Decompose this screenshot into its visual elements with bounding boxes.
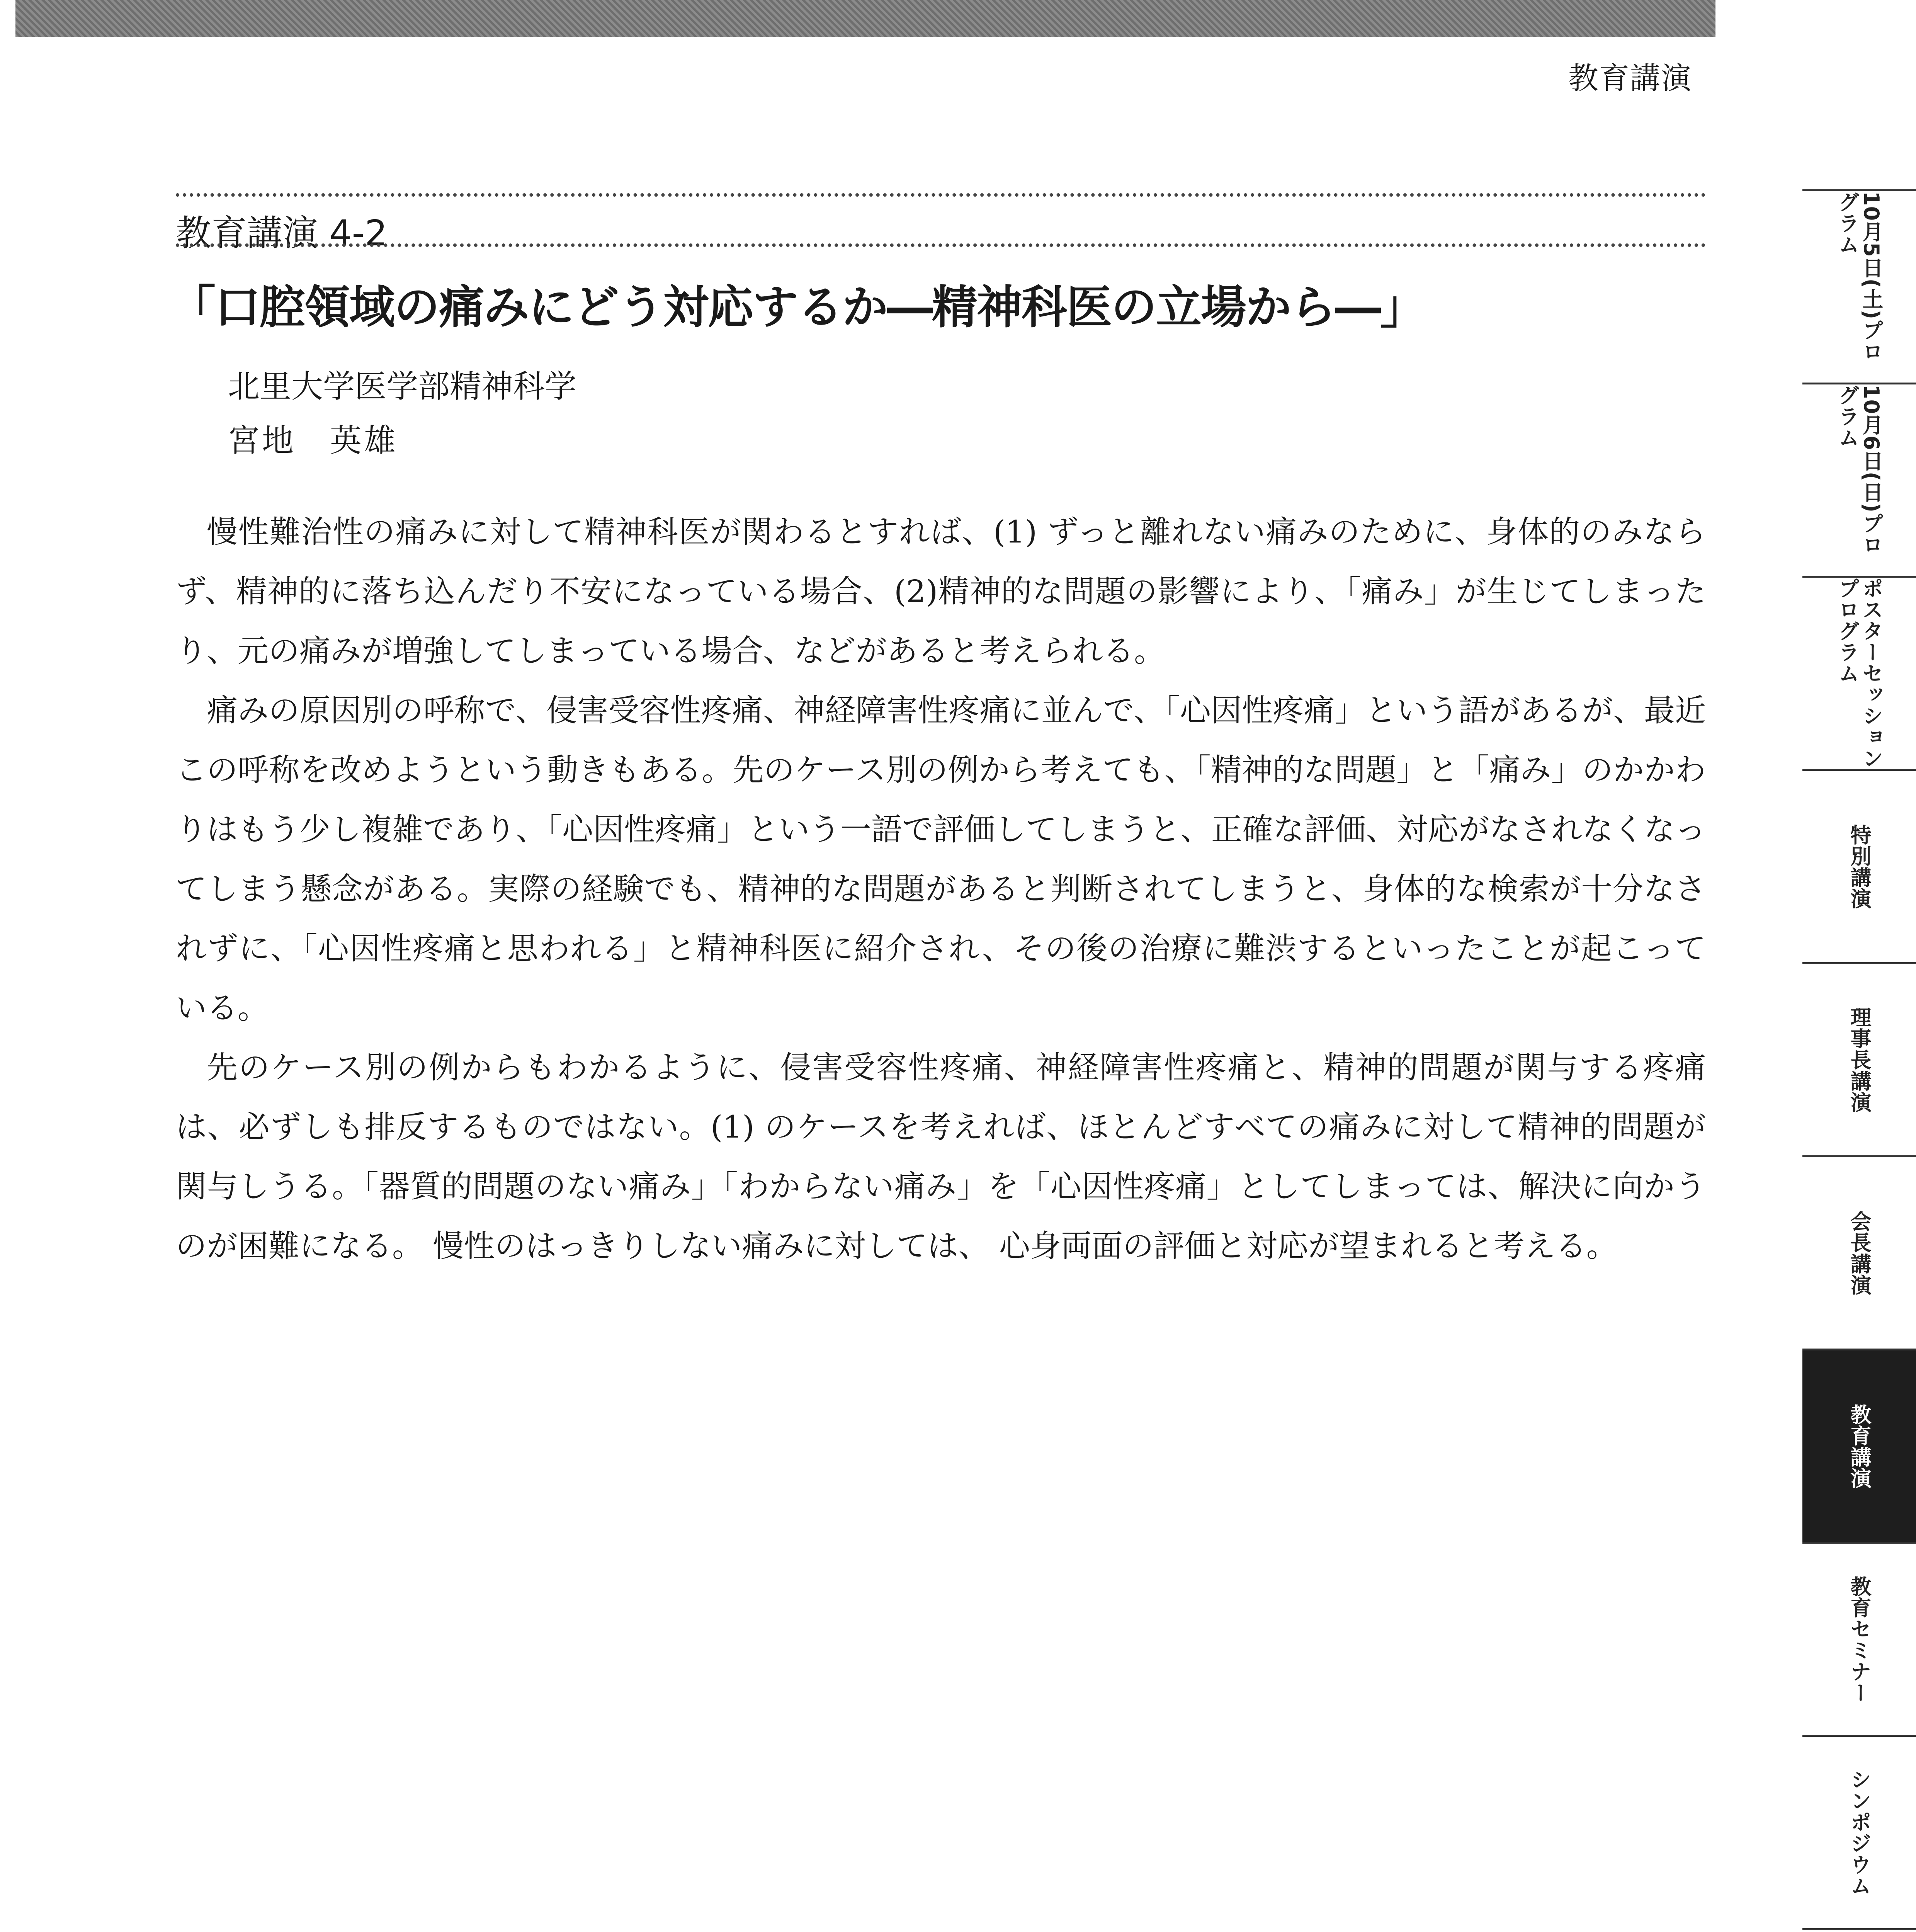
tab-label: 会長講演 — [1847, 1210, 1872, 1296]
lecture-number: 教育講演 4-2 — [176, 213, 388, 254]
tab-poster-program[interactable] — [1802, 578, 1916, 769]
tab-label: 10月6日(日)プログラム — [1835, 384, 1884, 556]
section-header: 教育講演 — [1568, 61, 1692, 96]
tab-chairman-lecture[interactable] — [1802, 964, 1916, 1155]
tab-label: 理事長講演 — [1847, 1007, 1872, 1113]
tab-label: シンポジウム — [1847, 1769, 1872, 1896]
tab-label: 教育講演 — [1847, 1403, 1872, 1489]
author-name: 宮地 英雄 — [228, 422, 398, 459]
tab-educational-lecture[interactable] — [1802, 1350, 1916, 1542]
tab-label: 特別講演 — [1847, 824, 1872, 909]
author-affiliation: 北里大学医学部精神科学 — [228, 368, 577, 405]
tab-special-program[interactable] — [1802, 1930, 1916, 1932]
paragraph: 痛みの原因別の呼称で、侵害受容性疼痛、神経障害性疼痛に並んで、「心因性疼痛」という語があるが、最近この呼称を改めようという動きもある。先のケース別の例から考えても、「精神的な問題」と「痛み」のかかわりはもう少し複雑であり、「心因性疼痛」という一語で評価してしまうと、正確な評価、対応がなされなくなってしまう懸念がある。実際の経験でも、精神的な問題があると判断されてしまうと、身体的な検索が十分なされずに、「心因性疼痛と思われる」と精神科医に紹介され、その後の治療に難渋するといったことが起こっている。 — [176, 692, 1706, 1026]
tab-program-oct6[interactable] — [1802, 384, 1916, 576]
tab-label: 教育セミナー — [1847, 1575, 1872, 1703]
tab-educational-seminar[interactable] — [1802, 1544, 1916, 1735]
dotted-divider-bottom — [176, 243, 1706, 247]
header-band — [15, 0, 1715, 37]
abstract-body — [176, 502, 1706, 1276]
paragraph: 慢性難治性の痛みに対して精神科医が関わるとすれば、(1) ずっと離れない痛みのために、身体的のみならず、精神的に落ち込んだり不安になっている場合、(2)精神的な問題の影響により、「痛み」が生じてしまったり、元の痛みが増強してしまっている場合、などがあると考えられる。 — [176, 514, 1706, 669]
tab-label: ポスターセッションプログラム — [1835, 578, 1884, 769]
lecture-title: 「口腔領域の痛みにどう対応するか―精神科医の立場から―」 — [170, 281, 1425, 334]
dotted-divider-top — [176, 193, 1706, 197]
tab-president-lecture[interactable] — [1802, 1157, 1916, 1349]
tab-symposium[interactable] — [1802, 1737, 1916, 1928]
tab-program-oct5[interactable] — [1802, 191, 1916, 383]
tab-special-lecture[interactable] — [1802, 771, 1916, 962]
tab-label: 10月5日(土)プログラム — [1835, 191, 1884, 362]
paragraph: 先のケース別の例からもわかるように、侵害受容性疼痛、神経障害性疼痛と、精神的問題が関与する疼痛は、必ずしも排反するものではない。(1) のケースを考えれば、ほとんどすべての痛みに対して精神的問題が関与しうる。「器質的問題のない痛み」「わからない痛み」を「心因性疼痛」としてしまっては、解決に向かうのが困難になる。 慢性のはっきりしない痛みに対しては、 心身両面の評価と対応が望まれると考える。 — [176, 1049, 1706, 1264]
